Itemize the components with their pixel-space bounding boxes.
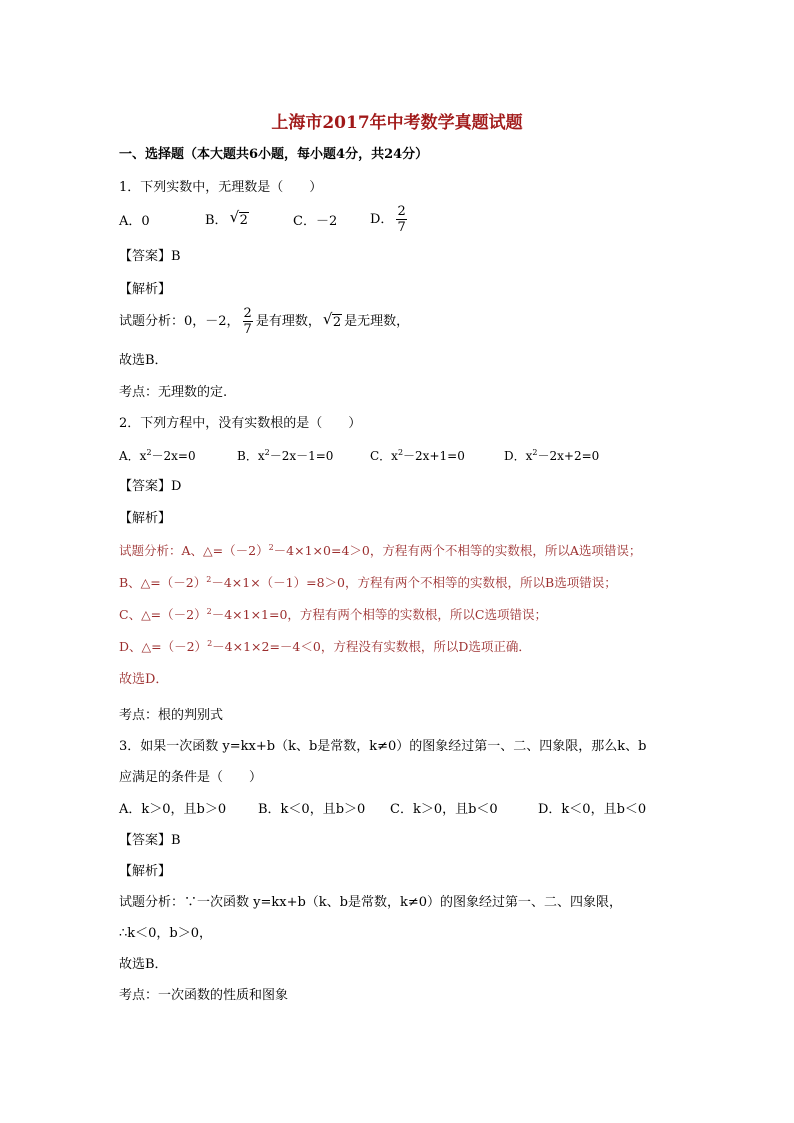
q3-stem-line-1: 3．如果一次函数 y=kx+b（k、b是常数，k≠0）的图象经过第一、二、四象限，那么k、b [119,739,647,754]
q1-option-c: C．－2 [293,214,338,229]
fraction [396,204,406,235]
q2-option-c: C．$x^2-2x+1=0$ [370,448,465,463]
q3-option-d: D．k＜0，且b＜0 [538,802,647,817]
fraction [243,306,253,337]
fraction-denominator: 7 [243,322,252,337]
q1-analysis-label: 【解析】 [119,282,172,297]
sqrt-symbol: √ 2 [322,309,342,330]
q3-option-c: C．k＞0，且b＜0 [390,802,498,817]
sqrt-symbol: √ 2 [229,208,248,228]
q2-option-d: D．$x^2-2x+2=0$ [504,448,600,463]
q3-choose: 故选B． [119,957,168,972]
q3-analysis-line-1: 试题分析：∵一次函数 y=kx+b（k、b是常数，k≠0）的图象经过第一、二、四象限， [119,895,623,910]
q1-analysis-suffix: 是无理数， [344,314,410,329]
q1-option-b [205,208,251,228]
q3-stem-line-2: 应满足的条件是（ ） [119,770,263,785]
q2-point: 考点：根的判别式 [119,708,224,723]
q2-analysis-line-2: B、$\triangle=(-2)^2-4\times 1\times(-1)=8>0$，方程有两个不相等的实数根，所以B选项错误； [119,575,617,590]
q2-analysis-line-4: D、$\triangle=(-2)^2-4\times 1\times 2=-4<0$，方程没有实数根，所以D选项正确． [119,639,531,654]
q1-point: 考点：无理数的定. [119,385,228,400]
q1-options [119,204,679,238]
q2-analysis-line-1: 试题分析：A、$\triangle=(-2)^2-4\times 1\times 0=4>0$，方程有两个不相等的实数根，所以A选项错误； [119,543,642,558]
page-title: 上海市2017年中考数学真题试题 [271,113,523,133]
q2-options [119,449,679,465]
q3-analysis-label: 【解析】 [119,864,172,879]
q1-analysis-radicand: 2 [332,314,342,330]
q2-analysis-line-3: C、$\triangle=(-2)^2-4\times 1\times 1=0$，方程有两个相等的实数根，所以C选项错误； [119,607,548,622]
q2-option-b: B．$x^2-2x-1=0$ [237,448,334,463]
q3-answer: 【答案】B [119,833,181,848]
q3-options [119,803,679,819]
q1-option-b-radicand: 2 [239,213,248,228]
q1-answer: 【答案】B [119,249,181,264]
q1-analysis-prefix: 试题分析：0，－2， [119,314,240,329]
q1-option-b-label: B． [205,213,228,228]
q2-analysis-label: 【解析】 [119,511,172,526]
q1-analysis [119,306,409,342]
q2-stem: 2．下列方程中，没有实数根的是（ ） [119,416,362,431]
q2-option-a: A．$x^2-2x=0$ [119,448,196,463]
q1-analysis-mid: 是有理数， [255,314,321,329]
q3-option-a: A．k＞0，且b＞0 [119,802,227,817]
q3-option-b: B．k＜0，且b＞0 [258,802,366,817]
fraction-denominator: 7 [397,220,406,235]
q1-choose: 故选B． [119,353,168,368]
fraction-numerator: 2 [243,306,252,321]
fraction-numerator: 2 [397,204,406,219]
section-heading: 一、选择题（本大题共6小题，每小题4分，共24分） [119,147,429,162]
q3-point: 考点：一次函数的性质和图象 [119,988,289,1003]
q2-choose: 故选D． [119,672,169,687]
q1-option-a: A．0 [119,214,150,229]
q2-answer: 【答案】D [119,479,182,494]
q1-stem: 1．下列实数中，无理数是（ ） [119,180,323,195]
q1-option-d-label: D． [370,212,394,227]
q1-option-d [370,204,410,235]
q3-analysis-line-2: ∴k＜0，b＞0， [119,926,213,941]
